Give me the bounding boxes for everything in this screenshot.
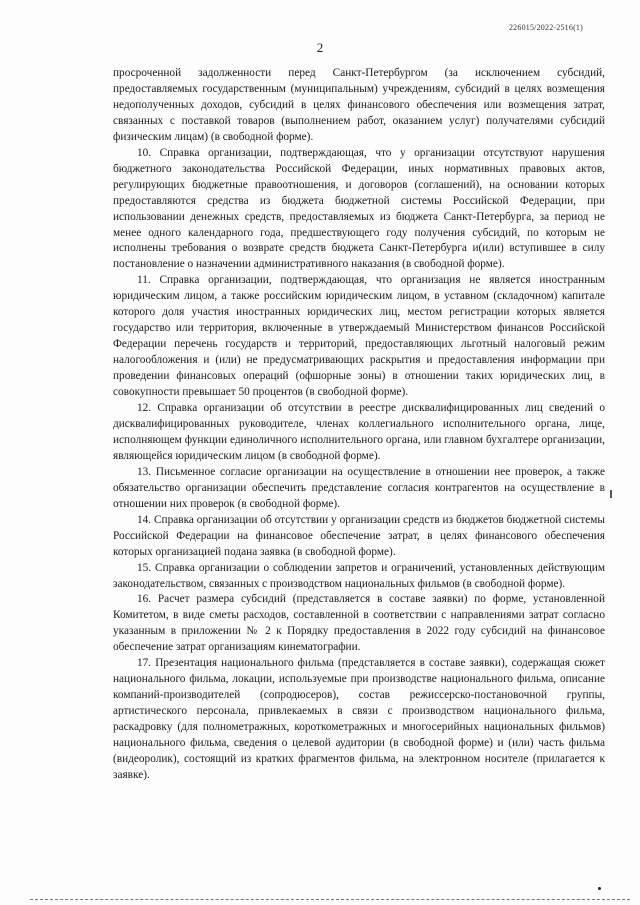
scan-artifact-dot <box>598 887 601 890</box>
paragraph-item-10: 10. Справка организации, подтверждающая, что у организации отсутствуют нарушения бюджетного законодательства Российской Федерации, иных нормативных правовых актов, регулирующих бюджетные правоотношения, и договоров (соглашений), на основании которых предоставляются средства из бюджета бюджетной системы Российской Федерации, при использовании денежных средств, предоставляемых из бюджета Санкт-Петербурга, за период не менее одного календарного года, предшествующего году получения субсидий, по которым не исполнены требования о возврате средств бюджета Санкт-Петербурга и(или) вступившее в силу постановление о назначении административного наказания (в свободной форме). <box>113 146 605 271</box>
paragraph-item-14: 14. Справка организации об отсутствии у организации средств из бюджетов бюджетной системы Российской Федерации на финансовое обеспечение затрат, в целях финансового обеспечения которых организацией подана заявка (в свободной форме). <box>113 513 605 558</box>
paragraph-item-17: 17. Презентация национального фильма (представляется в составе заявки), содержащая сюжет национального фильма, локации, используемые при производстве национального фильма, описание компаний-производителей (сопродюсеров), состав режиссерско-постановочной группы, артистического персонала, привлекаемых в связи с производством национального фильма, раскадровку (для полнометражных, короткометражных и многосерийных национальных фильмов) национального фильма, сведения о целевой аудитории (в свободной форме) и (или) часть фильма (видеоролик), состоящий из кратких фрагментов фильма, на электронном носителе (прилагается к заявке). <box>113 657 605 781</box>
scan-artifact-mark <box>610 490 612 498</box>
page-number: 2 <box>316 40 324 55</box>
document-body <box>113 66 605 784</box>
paragraph-continuation: просроченной задолженности перед Санкт-Петербургом (за исключением субсидий, предоставляемых государственным (муниципальным) учреждениям, субсидий в целях возмещения недополученных доходов, субсидий в целях финансового обеспечения или возмещения затрат, связанных с поставкой товаров (выполнением работ, оказанием услуг) получателями субсидий физическим лицам) (в свободной форме). <box>113 67 605 143</box>
paragraph-item-13: 13. Письменное согласие организации на осуществление в отношении нее проверок, а также обязательство организации обеспечить представление согласия контрагентов на осуществление в отношении них проверок (в свободной форме). <box>113 465 605 510</box>
paragraph-item-11: 11. Справка организации, подтверждающая, что организация не является иностранным юридическим лицом, а также российским юридическим лицом, в уставном (складочном) капитале которого доля участия иностранных юридических лиц, местом регистрации которых является государство или территория, включенные в утверждаемый Министерством финансов Российской Федерации перечень государств и территорий, предоставляющих льготный налоговый режим налогообложения и (или) не предусматривающих раскрытия и предоставления информации при проведении финансовых операций (офшорные зоны) в отношении таких юридических лиц, в совокупности превышает 50 процентов (в свободной форме). <box>113 274 605 399</box>
scan-bottom-edge-line <box>30 899 630 900</box>
paragraph-item-16: 16. Расчет размера субсидий (представляется в составе заявки) по форме, установленной Комитетом, в виде сметы расходов, составленной в соответствии с направлениями затрат согласно указанным в приложении № 2 к Порядку предоставления в 2022 году субсидий на финансовое обеспечение затрат организациям кинематографии. <box>113 593 605 654</box>
document-id: 226015/2022-2516(1) <box>508 23 583 32</box>
paragraph-item-15: 15. Справка организации о соблюдении запретов и ограничений, установленных действующим законодательством, связанных с производством национальных фильмов (в свободной форме). <box>113 561 605 590</box>
paragraph-item-12: 12. Справка организации об отсутствии в реестре дисквалифицированных лиц сведений о дисквалифицированных руководителе, членах коллегиального исполнительного органа, лице, исполняющем функции единоличного исполнительного органа, или главном бухгалтере организации, являющейся юридическим лицом (в свободной форме). <box>113 402 605 462</box>
